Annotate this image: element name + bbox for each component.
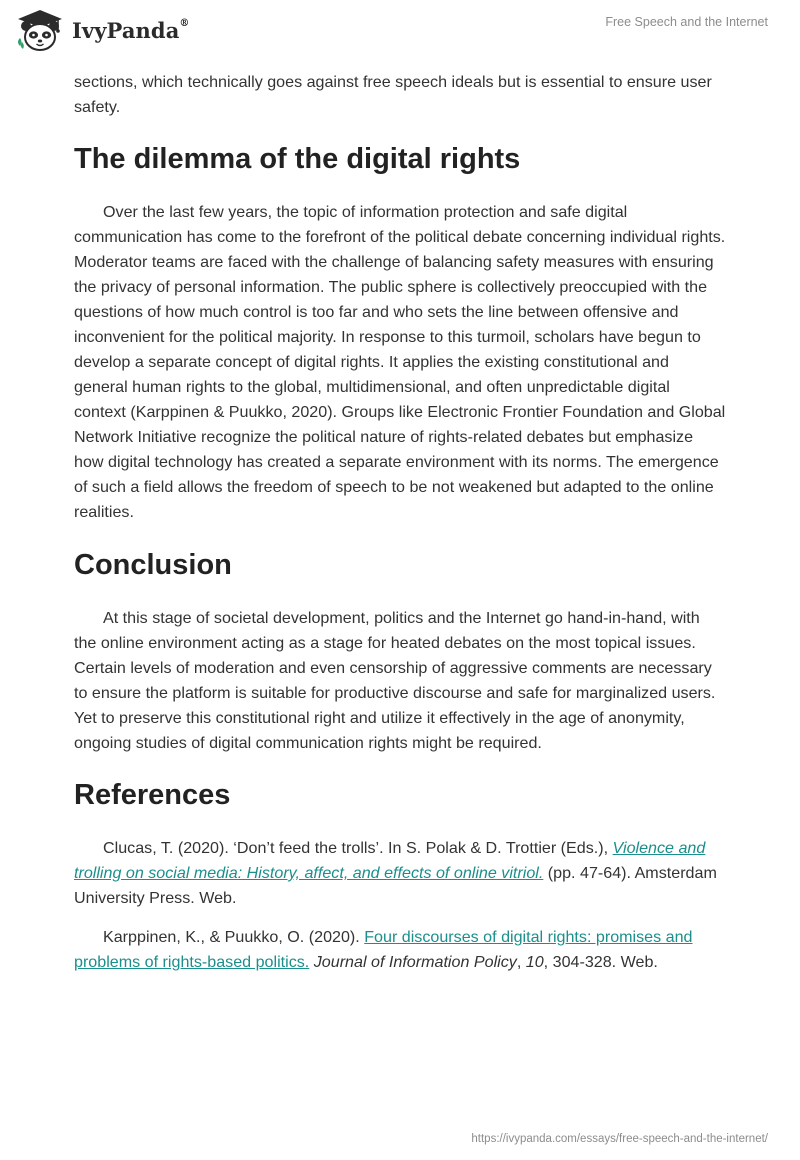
digital-rights-paragraph: Over the last few years, the topic of information protection and safe digital communication has come to the forefront of the political debate concerning individual rights. Moderator teams are faced with the challenge of balancing safety measures with ensuring the privacy of personal information. The public sphere is collectively preoccupied with the questions of how much control is too far and who sets the line between offensive and inconvenient for the political majority. In response to this turmoil, scholars have begun to develop a separate concept of digital rights. It applies the existing constitutional and general human rights to the global, multidimensional, and often unpredictable digital context (Karppinen & Puukko, 2020). Groups like Electronic Frontier Foundation and Global Network Initiative recognize the political nature of rights-related debates but emphasize how digital technology has created a separate environment with its norms. The emergence of such a field allows the freedom of speech to be not weakened but adapted to the online realities. bbox=[74, 203, 726, 521]
heading-conclusion: Conclusion bbox=[74, 549, 232, 581]
source-url[interactable]: https://ivypanda.com/essays/free-speech-and-the-internet/ bbox=[471, 1133, 768, 1145]
essay-content bbox=[74, 70, 726, 989]
reference-link-karppinen[interactable]: Four discourses of digital rights: promises and problems of rights-based politics. bbox=[74, 928, 693, 971]
ivypanda-logo[interactable] bbox=[14, 8, 190, 52]
brand-name: IvyPanda® bbox=[72, 17, 190, 43]
heading-references: References bbox=[74, 779, 231, 811]
conclusion-paragraph: At this stage of societal development, politics and the Internet go hand-in-hand, with the online environment acting as a stage for heated debates on the most topical issues. Certain levels of moderation and even censorship of aggressive comments are necessary to ensure the platform is suitable for productive discourse and safe for marginalized users. Yet to preserve this constitutional right and utilize it effectively in the age of anonymity, ongoing studies of digital communication rights might be required. bbox=[74, 609, 716, 752]
carryover-paragraph: sections, which technically goes against free speech ideals but is essential to ensure user safety. bbox=[74, 73, 712, 116]
journal-volume: 10 bbox=[525, 953, 544, 971]
running-title: Free Speech and the Internet bbox=[605, 15, 768, 29]
reference-item: Karppinen, K., & Puukko, O. (2020). Four discourses of digital rights: promises and problems of rights-based politics. Journal of Information Policy, 10, 304-328. Web. bbox=[74, 928, 693, 971]
reference-link-clucas[interactable]: Violence and trolling on social media: History, affect, and effects of online vitriol. bbox=[74, 839, 706, 882]
journal-title: Journal of Information Policy bbox=[313, 953, 517, 971]
reference-item: Clucas, T. (2020). ‘Don’t feed the trolls’. In S. Polak & D. Trottier (Eds.), Violence and trolling on social media: History, affect, and effects of online vitriol. (pp. 47-64). Amsterdam University Press. Web. bbox=[74, 839, 717, 907]
panda-graduate-icon bbox=[14, 8, 66, 52]
heading-digital-rights: The dilemma of the digital rights bbox=[74, 143, 521, 175]
page-header bbox=[0, 0, 800, 64]
